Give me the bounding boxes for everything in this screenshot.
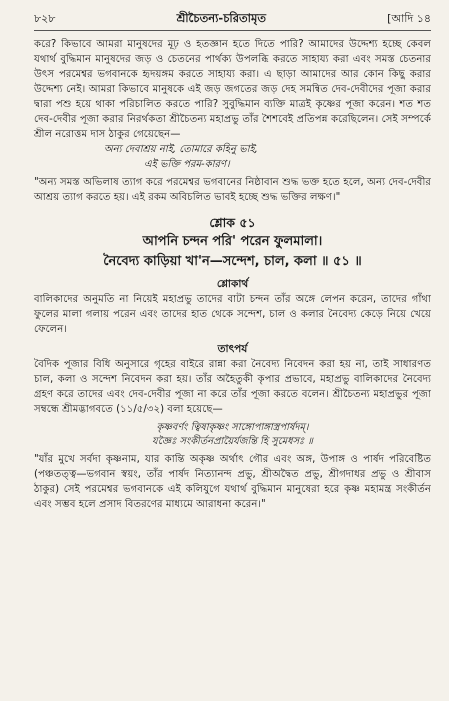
translation-heading: শ্লোকার্থ bbox=[216, 278, 249, 290]
page-number: ৮২৮ bbox=[34, 12, 56, 25]
sanskrit-verse-line-2: যজ্ঞৈঃ সংকীর্তনপ্রায়ৈর্যজন্তি হি সুমেধসঃ ॥ bbox=[152, 436, 313, 447]
translation-text: বালিকাদের অনুমতি না নিয়েই মহাপ্রভু তাদের বাটা চন্দন তাঁর অঙ্গে লেপন করেন, তাদের গাঁথা ফুলের মালা গলায় পরেন এবং তাদের হাত থেকে সন্দেশ, চাল ও কলার নৈবেদ্য কেড়ে নিয়ে খেয়ে ফেলেন। bbox=[34, 294, 431, 335]
intro-paragraph: করে? কিভাবে আমরা মানুষদের মূঢ় ও হতজ্ঞান হতে দিতে পারি? আমাদের উদ্দেশ্য হচ্ছে কেবল যথার্থ বুদ্ধিমান মানুষদের জড় ও চেতনের পার্থক্য উপলব্ধি করতে সাহায্য করা এবং সমস্ত চেতনার উৎস পরমেশ্বর ভগবানকে হৃদয়ঙ্গম করতে সাহায্য করা। এ ছাড়া আমাদের আর কোন কিছু করার উদ্দেশ্য নেই। আমরা কিভাবে মানুষকে এই জড় জগতের জড় দেহ সমন্বিত দেব-দেবীদের পূজা করার দ্বারা পশু হয়ে থাকা পরিচালিত করতে পারি? সুবুদ্ধিমান ব্যক্তি মাত্রই কৃষ্ণের পূজা করেন। শত শত দেব-দেবীর পূজা করার নিরর্থকতা শ্রীচৈতন্য মহাপ্রভু তাঁর শৈশবেই প্রতিপন্ন করেছিলেন। সেই সম্পর্কে শ্রীল নরোত্তম দাস ঠাকুর গেয়েছেন— bbox=[34, 39, 431, 140]
running-title: শ্রীচৈতন্য-চরিতামৃত bbox=[176, 11, 266, 25]
sloka-line-2: নৈবেদ্য কাড়িয়া খা'ন—সন্দেশ, চাল, কলা ॥ ৫১ ॥ bbox=[103, 254, 362, 269]
page-header bbox=[34, 10, 431, 31]
sanskrit-translation: "যাঁর মুখে সর্বদা কৃষ্ণনাম, যার কান্তি অকৃষ্ণ অর্থাৎ গৌর এবং অঙ্গ, উপাঙ্গ ও পার্ষদ পরিবেষ্টিত (পঞ্চতত্ত্ব—ভগবান স্বয়ং, তাঁর পার্ষদ নিত্যানন্দ প্রভু, শ্রীঅদ্বৈত প্রভু, শ্রীগদাধর প্রভু ও শ্রীবাস ঠাকুর) সেই পরমেশ্বর ভগবানকে এই কলিযুগে যথার্থ বুদ্ধিমান মানুষেরা হরে কৃষ্ণ মহামন্ত্র সংকীর্তন এবং সম্ভব হলে প্রসাদ বিতরণের মাধ্যমে আরাধনা করেন।" bbox=[34, 454, 431, 510]
narottama-verse-line-2: এই ভক্তি পরম-কারণ। bbox=[144, 159, 230, 170]
purport-heading: তাৎপর্য bbox=[217, 343, 248, 355]
chapter-marker: [আদি ১৪ bbox=[387, 12, 431, 25]
narottama-verse-line-1: অন্য দেবাশ্রয় নাই, তোমারে কহিনু ভাই, bbox=[104, 144, 258, 155]
narottama-translation: "অন্য সমস্ত অভিলাষ ত্যাগ করে পরমেশ্বর ভগবানের নিষ্ঠাবান শুদ্ধ ভক্ত হতে হলে, অন্য দেব-দেবীর আশ্রয় ত্যাগ করতে হয়। এই রকম অবিচলিত ভাবই হচ্ছে শুদ্ধ ভক্তির লক্ষণ।" bbox=[34, 177, 431, 203]
sanskrit-verse-line-1: কৃষ্ণবর্ণং ত্বিষাকৃষ্ণং সাঙ্গোপাঙ্গাস্ত্রপার্ষদম্। bbox=[156, 422, 309, 433]
sloka-line-1: আপনি চন্দন পরি' পরেন ফুলমালা। bbox=[142, 234, 323, 249]
sloka-title: শ্লোক ৫১ bbox=[209, 215, 256, 230]
purport-text: বৈদিক পূজার বিধি অনুসারে গৃহের বাইরে রান্না করা নৈবেদ্য নিবেদন করা হয় না, তাই সাধারণত চাল, কলা ও সন্দেশ নিবেদন করা হয়। তাঁর অহৈতুকী কৃপার প্রভাবে, মহাপ্রভু বালিকাদের নৈবেদ্য গ্রহণ করে তাদের এবং দেব-দেবীর পূজা না করে তাঁর পূজা করতে বলেন। শ্রীচৈতন্য মহাপ্রভুর পূজা সম্বন্ধে শ্রীমদ্ভাগবতে (১১/৫/৩২) বলা হয়েছে— bbox=[34, 359, 431, 415]
